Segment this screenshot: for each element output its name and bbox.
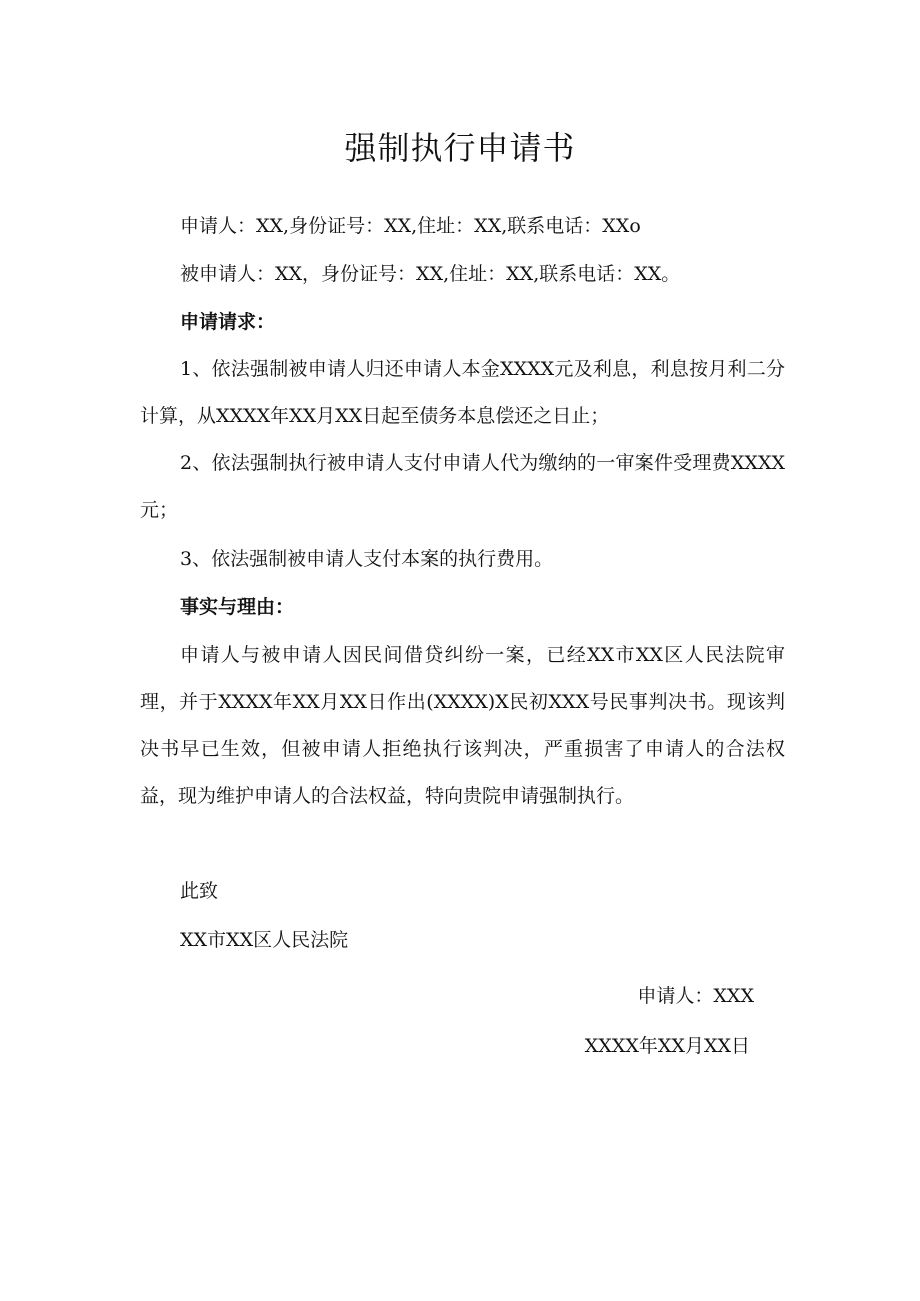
claim-item-3: 3、依法强制被申请人支付本案的执行费用。 (180, 548, 554, 570)
facts-body: 申请人与被申请人因民间借贷纠纷一案，已经XX市XX区人民法院审理，并于XXXX年XX月XX日作出(XXXX)X民初XXX号民事判决书。现该判决书早已生效，但被申请人拒绝执行该判决，严重损害了申请人的合法权益，现为维护申请人的合法权益，特向贵院申请强制执行。 (140, 644, 785, 807)
document-title: 强制执行申请书 (344, 129, 576, 167)
respondent-line: 被申请人：XX，身份证号：XX,住址：XX,联系电话：XX。 (180, 263, 681, 285)
closing-phrase: 此致 (180, 880, 219, 902)
court-name: XX市XX区人民法院 (180, 929, 349, 951)
claim-item-1: 1、依法强制被申请人归还申请人本金XXXX元及利息，利息按月利二分计算，从XXXX年XX月XX日起至债务本息偿还之日止； (140, 358, 785, 427)
facts-heading: 事实与理由： (180, 596, 295, 618)
claim-item-2: 2、依法强制执行被申请人支付申请人代为缴纳的一审案件受理费XXXX元； (140, 452, 785, 521)
applicant-signature: 申请人：XXX (637, 985, 754, 1007)
signature-date: XXXX年XX月XX日 (584, 1035, 750, 1057)
claims-heading: 申请请求： (180, 311, 276, 333)
applicant-line: 申请人：XX,身份证号：XX,住址：XX,联系电话：XXo (180, 215, 641, 237)
